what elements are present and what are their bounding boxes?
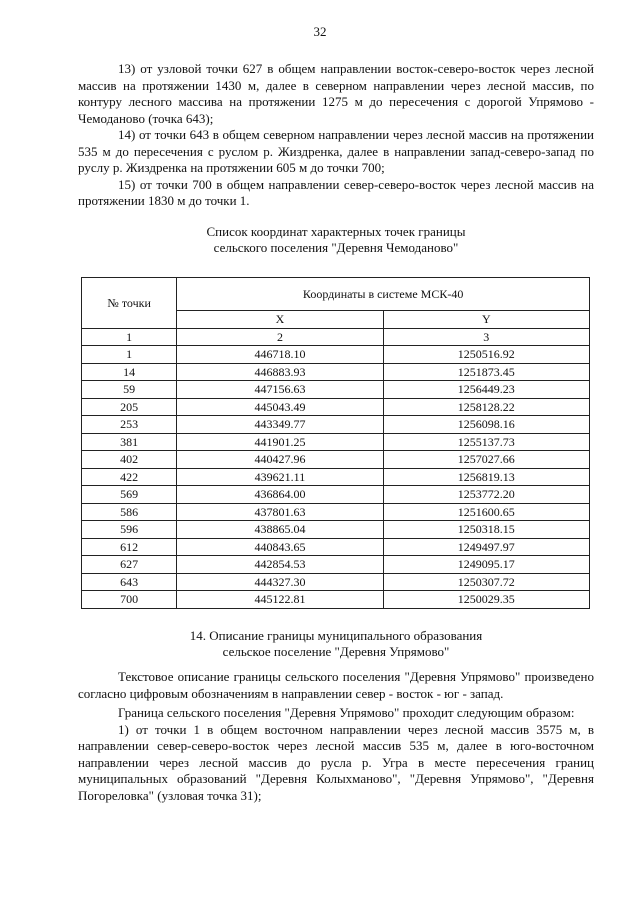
- table-title-line1: Список координат характерных точек границы: [206, 224, 466, 239]
- cell-x: 445122.81: [177, 591, 383, 609]
- cell-y: 1250029.35: [383, 591, 589, 609]
- table-row: [82, 556, 590, 574]
- column-index: 3: [383, 328, 589, 346]
- section-paragraph-point-1: 1) от точки 1 в общем восточном направлении через лесной массив 3575 м, в направлении север-северо-восток через лесной массив 535 м, далее в юго-восточном направлении через лесной массив до русла р. Угра в месте пересечения границ муниципальных образований "Деревня Колыхманово", "Деревня Упрямово", "Деревня Погореловка" (узловая точка 31);: [78, 721, 594, 803]
- cell-point: 402: [82, 451, 177, 469]
- coordinates-table: [81, 277, 590, 609]
- cell-x: 446718.10: [177, 346, 383, 364]
- table-row: [82, 503, 590, 521]
- cell-y: 1256098.16: [383, 416, 589, 434]
- cell-point: 569: [82, 486, 177, 504]
- cell-y: 1258128.22: [383, 398, 589, 416]
- cell-point: 205: [82, 398, 177, 416]
- intro-text: [78, 61, 594, 210]
- cell-y: 1253772.20: [383, 486, 589, 504]
- cell-y: 1250516.92: [383, 346, 589, 364]
- page-number: 32: [313, 24, 327, 39]
- cell-y: 1256449.23: [383, 381, 589, 399]
- cell-y: 1249497.97: [383, 538, 589, 556]
- table-row: [82, 416, 590, 434]
- cell-x: 442854.53: [177, 556, 383, 574]
- cell-x: 446883.93: [177, 363, 383, 381]
- cell-x: 437801.63: [177, 503, 383, 521]
- cell-y: 1251873.45: [383, 363, 589, 381]
- header-point-number: № точки: [82, 278, 177, 329]
- table-row: [82, 468, 590, 486]
- cell-y: 1250307.72: [383, 573, 589, 591]
- cell-point: 700: [82, 591, 177, 609]
- cell-point: 422: [82, 468, 177, 486]
- cell-y: 1251600.65: [383, 503, 589, 521]
- table-row: [82, 538, 590, 556]
- paragraph-15: 15) от точки 700 в общем направлении север-северо-восток через лесной массив на протяжении 1830 м до точки 1.: [78, 176, 594, 208]
- section-title-line1: 14. Описание границы муниципального образования: [189, 628, 483, 643]
- cell-point: 586: [82, 503, 177, 521]
- cell-x: 440843.65: [177, 538, 383, 556]
- section-paragraph-description: Текстовое описание границы сельского поселения "Деревня Упрямово" произведено согласно цифровым обозначениям в направлении север - восток - юг - запад.: [78, 669, 594, 701]
- cell-point: 14: [82, 363, 177, 381]
- cell-point: 381: [82, 433, 177, 451]
- cell-point: 253: [82, 416, 177, 434]
- cell-x: 445043.49: [177, 398, 383, 416]
- paragraph-13: 13) от узловой точки 627 в общем направлении восток-северо-восток через лесной массив на протяжении 1430 м, далее в северном направлении через лесной массив, по контуру лесного массива на протяжении 1275 м до пересечения с дорогой Упрямово - Чемоданово (точка 643);: [78, 61, 594, 126]
- column-index: 2: [177, 328, 383, 346]
- table-row: [82, 486, 590, 504]
- cell-point: 1: [82, 346, 177, 364]
- cell-y: 1255137.73: [383, 433, 589, 451]
- table-row: [82, 433, 590, 451]
- table-row: [82, 381, 590, 399]
- cell-y: 1249095.17: [383, 556, 589, 574]
- table-row: [82, 363, 590, 381]
- table-row: [82, 521, 590, 539]
- cell-point: 643: [82, 573, 177, 591]
- cell-y: 1257027.66: [383, 451, 589, 469]
- cell-point: 59: [82, 381, 177, 399]
- section-paragraph-boundary: Граница сельского поселения "Деревня Упрямово" проходит следующим образом:: [118, 705, 575, 720]
- header-x: X: [177, 311, 383, 329]
- paragraph-14: 14) от точки 643 в общем северном направлении через лесной массив на протяжении 535 м до пересечения с руслом р. Жиздренка, далее в направлении запад-северо-запад по руслу р. Жиздренка на протяжении 605 м до точки 700;: [78, 127, 594, 175]
- cell-x: 447156.63: [177, 381, 383, 399]
- table-title-line2: сельского поселения "Деревня Чемоданово": [213, 240, 459, 255]
- column-index: 1: [82, 328, 177, 346]
- table-row: [82, 398, 590, 416]
- section-title: [78, 628, 594, 660]
- section-title-line2: сельское поселение "Деревня Упрямово": [222, 644, 450, 659]
- section-body: [78, 669, 594, 807]
- cell-point: 596: [82, 521, 177, 539]
- cell-x: 444327.30: [177, 573, 383, 591]
- table-row: [82, 451, 590, 469]
- cell-x: 440427.96: [177, 451, 383, 469]
- cell-y: 1256819.13: [383, 468, 589, 486]
- table-row: [82, 573, 590, 591]
- cell-x: 439621.11: [177, 468, 383, 486]
- cell-x: 436864.00: [177, 486, 383, 504]
- cell-point: 612: [82, 538, 177, 556]
- cell-x: 438865.04: [177, 521, 383, 539]
- header-coordinate-system: Координаты в системе МСК-40: [177, 278, 590, 311]
- column-index-row: [82, 328, 590, 346]
- cell-x: 441901.25: [177, 433, 383, 451]
- cell-x: 443349.77: [177, 416, 383, 434]
- cell-point: 627: [82, 556, 177, 574]
- table-title: [78, 224, 594, 256]
- header-y: Y: [383, 311, 589, 329]
- cell-y: 1250318.15: [383, 521, 589, 539]
- table-row: [82, 591, 590, 609]
- table-row: [82, 346, 590, 364]
